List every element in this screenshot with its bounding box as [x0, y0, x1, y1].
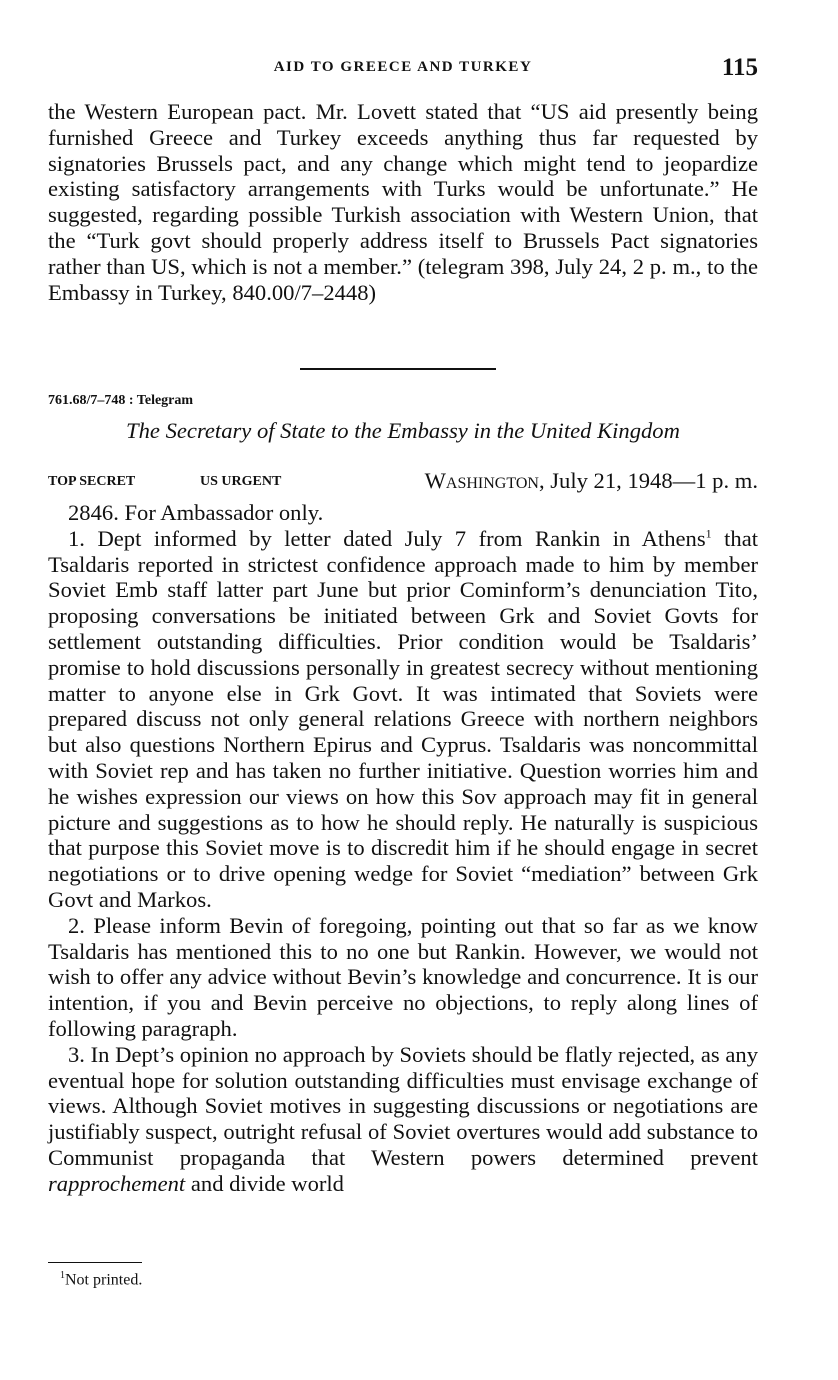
- telegram-body: [48, 500, 758, 1197]
- paragraph-3-end: and divide world: [185, 1170, 344, 1196]
- paragraph-3: [48, 1042, 758, 1197]
- footnote-marker: 1: [60, 1270, 65, 1281]
- priority-label: US URGENT: [200, 474, 282, 489]
- paragraph-3-start: 3. In Dept’s opinion no approach by Soviets should be flatly rejected, as any eventual hope for solution outstanding difficulties must envisage exchange of views. Although Soviet motives in suggesting discussions or negotiations are justifiably suspect, outright refusal of Soviet overtures would add substance to Communist propaganda that Western powers determined prevent: [48, 1041, 758, 1170]
- paragraph-2: 2. Please inform Bevin of foregoing, pointing out that so far as we know Tsaldaris has mentioned this to no one but Rankin. However, we would not wish to offer any advice without Bevin’s knowledge and concurrence. It is our intention, if you and Bevin perceive no objections, to reply along lines of following paragraph.: [48, 912, 758, 1041]
- paragraph-1: [48, 526, 758, 913]
- running-title: AID TO GREECE AND TURKEY: [273, 59, 533, 75]
- section-divider: [300, 368, 496, 370]
- footnote-rule: [48, 1262, 142, 1263]
- paragraph-1-start: 1. Dept informed by letter dated July 7 from Rankin in Athens: [68, 525, 706, 551]
- paragraph-1-rest: that Tsaldaris reported in strictest confidence approach made to him by member Soviet Emb staff latter part June but prior Cominform’s denunciation Tito, proposing conversations be initiated between Grk and Soviet Govts for settlement outstanding difficulties. Prior condition would be Tsaldaris’ promise to hold discussions personally in greatest secrecy without mentioning matter to anyone else in Grk Govt. It was intimated that Soviets were prepared discuss not only general relations Greece with northern neighbors but also questions Northern Epirus and Cyprus. Tsaldaris was noncommittal with Soviet rep and has taken no further initiative. Question worries him and he wishes expression our views on how this Sov approach may fit in general picture and suggestions as to how he should reply. He naturally is suspicious that purpose this Soviet move is to discredit him if he should engage in secret negotiations or to drive opening wedge for Soviet “mediation” between Grk Govt and Markos.: [48, 525, 759, 912]
- classification-label: TOP SECRET: [48, 474, 136, 489]
- classification-line: [48, 468, 758, 498]
- footnote-reference: 1: [705, 526, 712, 541]
- paragraph-3-italic: rapprochement: [48, 1170, 186, 1196]
- file-reference: 761.68/7–748 : Telegram: [48, 393, 194, 408]
- carryover-section: [48, 99, 758, 305]
- footnote: [60, 1270, 142, 1289]
- document-heading: The Secretary of State to the Embassy in the United Kingdom: [126, 418, 680, 443]
- footnote-text: Not printed.: [65, 1271, 143, 1289]
- running-head: [48, 54, 758, 84]
- dateline-date: July 21, 1948—1 p. m.: [550, 468, 758, 493]
- page-number: 115: [721, 54, 758, 81]
- telegram-opening: 2846. For Ambassador only.: [68, 500, 324, 525]
- dateline: [425, 468, 758, 494]
- carryover-paragraph: the Western European pact. Mr. Lovett stated that “US aid presently being furnished Greece and Turkey exceeds anything thus far requested by signatories Brussels pact, and any change which might tend to jeopardize existing satisfactory arrangements with Turks would be unfortunate.” He suggested, regarding possible Turkish association with Western Union, that the “Turk govt should properly address itself to Brussels Pact signatories rather than US, which is not a member.” (telegram 398, July 24, 2 p. m., to the Embassy in Turkey, 840.00/7–2448): [48, 99, 758, 305]
- dateline-place: Washington,: [424, 468, 545, 493]
